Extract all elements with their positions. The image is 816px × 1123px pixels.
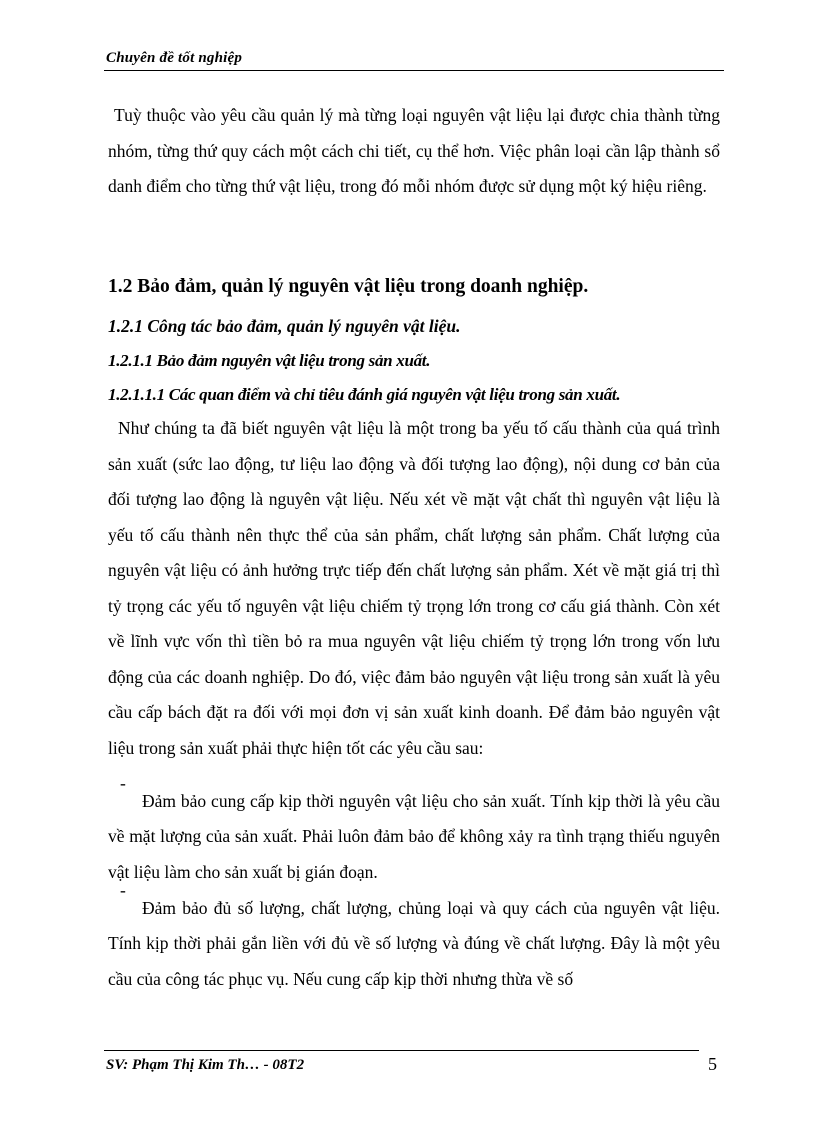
footer-author: SV: Phạm Thị Kim Th… - 08T2 (106, 1057, 305, 1073)
page-header (104, 48, 724, 71)
bullet-dash: - (120, 880, 126, 900)
page-number: 5 (708, 1054, 717, 1074)
heading-1-2-1: 1.2.1 Công tác bảo đảm, quản lý nguyên vật liệu. (108, 316, 461, 336)
intro-paragraph: Tuỳ thuộc vào yêu cầu quản lý mà từng loại nguyên vật liệu lại được chia thành từng nhóm, từng thứ quy cách một cách chi tiết, cụ thể hơn. Việc phân loại cần lập thành sổ danh điểm cho từng thứ vật liệu, trong đó mỗi nhóm được sử dụng một ký hiệu riêng. (108, 105, 720, 196)
list-item (108, 873, 720, 1015)
heading-1-2: 1.2 Bảo đảm, quản lý nguyên vật liệu trong doanh nghiệp. (108, 276, 589, 297)
bullet-dash: - (120, 773, 126, 793)
bullet-text: Đảm bảo đủ số lượng, chất lượng, chủng loại và quy cách của nguyên vật liệu. Tính kịp thời phải gắn liền với đủ về số lượng và đúng về chất lượng. Đây là một yêu cầu của công tác phục vụ. Nếu cung cấp kịp thời nhưng thừa về số (108, 897, 720, 989)
heading-1-2-1-1: 1.2.1.1 Bảo đảm nguyên vật liệu trong sản xuất. (108, 351, 431, 370)
page-footer (104, 1050, 699, 1073)
header-title: Chuyên đề tốt nghiệp (106, 50, 243, 66)
main-paragraph: Như chúng ta đã biết nguyên vật liệu là một trong ba yếu tố cấu thành của quá trình sản xuất (sức lao động, tư liệu lao động và đối tượng lao động), nội dung cơ bản của đối tượng lao động là nguyên vật liệu. Nếu xét về mặt vật chất thì nguyên vật liệu là yếu tố cấu thành nên thực thể của sản phẩm, chất lượng sản phẩm. Chất lượng của nguyên vật liệu có ảnh hưởng trực tiếp đến chất lượng sản phẩm. Xét về mặt giá trị thì tỷ trọng các yếu tố nguyên vật liệu chiếm tỷ trọng lớn trong cơ cấu giá thành. Còn xét về lĩnh vực vốn thì tiền bỏ ra mua nguyên vật liệu chiếm tỷ trọng lớn trong vốn lưu động của các doanh nghiệp. Do đó, việc đảm bảo nguyên vật liệu trong sản xuất là yêu cầu cấp bách đặt ra đối với mọi đơn vị sản xuất kinh doanh. Để đảm bảo nguyên vật liệu trong sản xuất phải thực hiện tốt các yêu cầu sau: (108, 418, 720, 758)
heading-1-2-1-1-1: 1.2.1.1.1 Các quan điểm và chỉ tiêu đánh giá nguyên vật liệu trong sản xuất. (108, 385, 621, 404)
bullet-text: Đảm bảo cung cấp kịp thời nguyên vật liệu cho sản xuất. Tính kịp thời là yêu cầu về mặt lượng của sản xuất. Phải luôn đảm bảo để không xảy ra tình trạng thiếu nguyên vật liệu làm cho sản xuất bị gián đoạn. (108, 790, 720, 882)
